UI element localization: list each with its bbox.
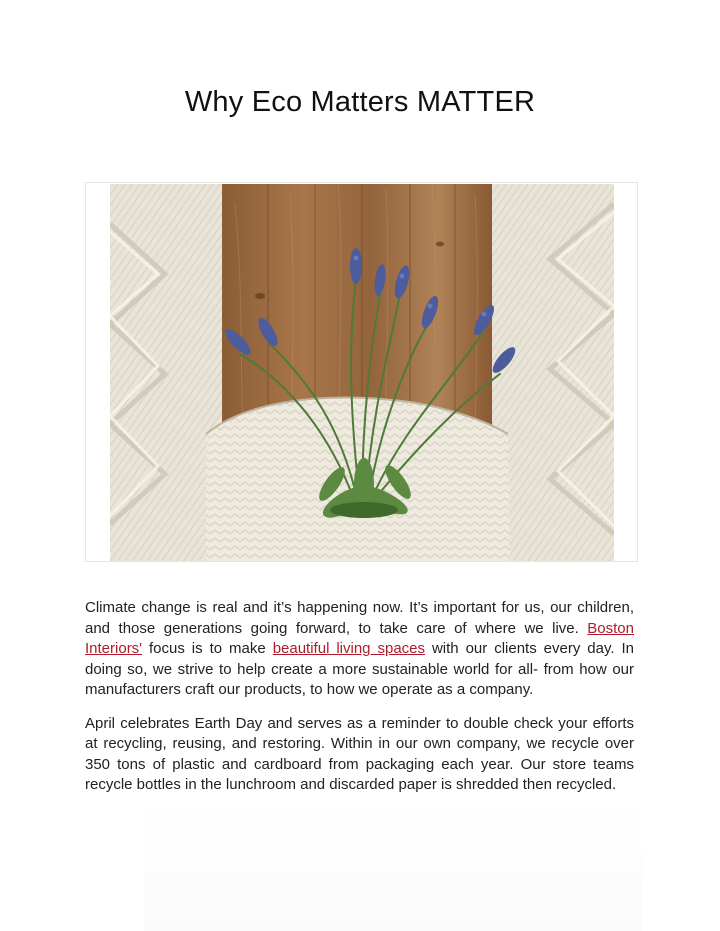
paragraph-1 xyxy=(85,598,634,701)
paragraph-1-text-a: Climate change is real and it’s happening now. It’s important for us, our children, and those generations going forward, to take care of where we live. xyxy=(85,599,634,637)
paragraph-1-text-c: with our clients every day. In doing so, we strive to help create a more sustainable world for all- from how our manufacturers craft our products, to how we operate as a company. xyxy=(85,640,635,698)
boston-interiors-link[interactable]: Boston Interiors' xyxy=(85,619,634,657)
page-title: Why Eco Matters MATTER xyxy=(184,86,536,118)
page-shadow xyxy=(144,800,642,931)
lavender-on-wood-and-rug-photo xyxy=(110,184,614,561)
beautiful-living-spaces-link[interactable]: beautiful living spaces xyxy=(272,640,426,657)
paragraph-1-text-b: focus is to make xyxy=(142,640,273,657)
photo-frame xyxy=(85,182,638,562)
article-body xyxy=(85,598,634,809)
paragraph-2: April celebrates Earth Day and serves as a reminder to double check your efforts at recycling, reusing, and restoring. Within in our own company, we recycle over 350 tons of plastic and cardboard from packaging each year. Our store teams recycle bottles in the lunchroom and discarded paper is shredded then recycled. xyxy=(85,714,634,793)
